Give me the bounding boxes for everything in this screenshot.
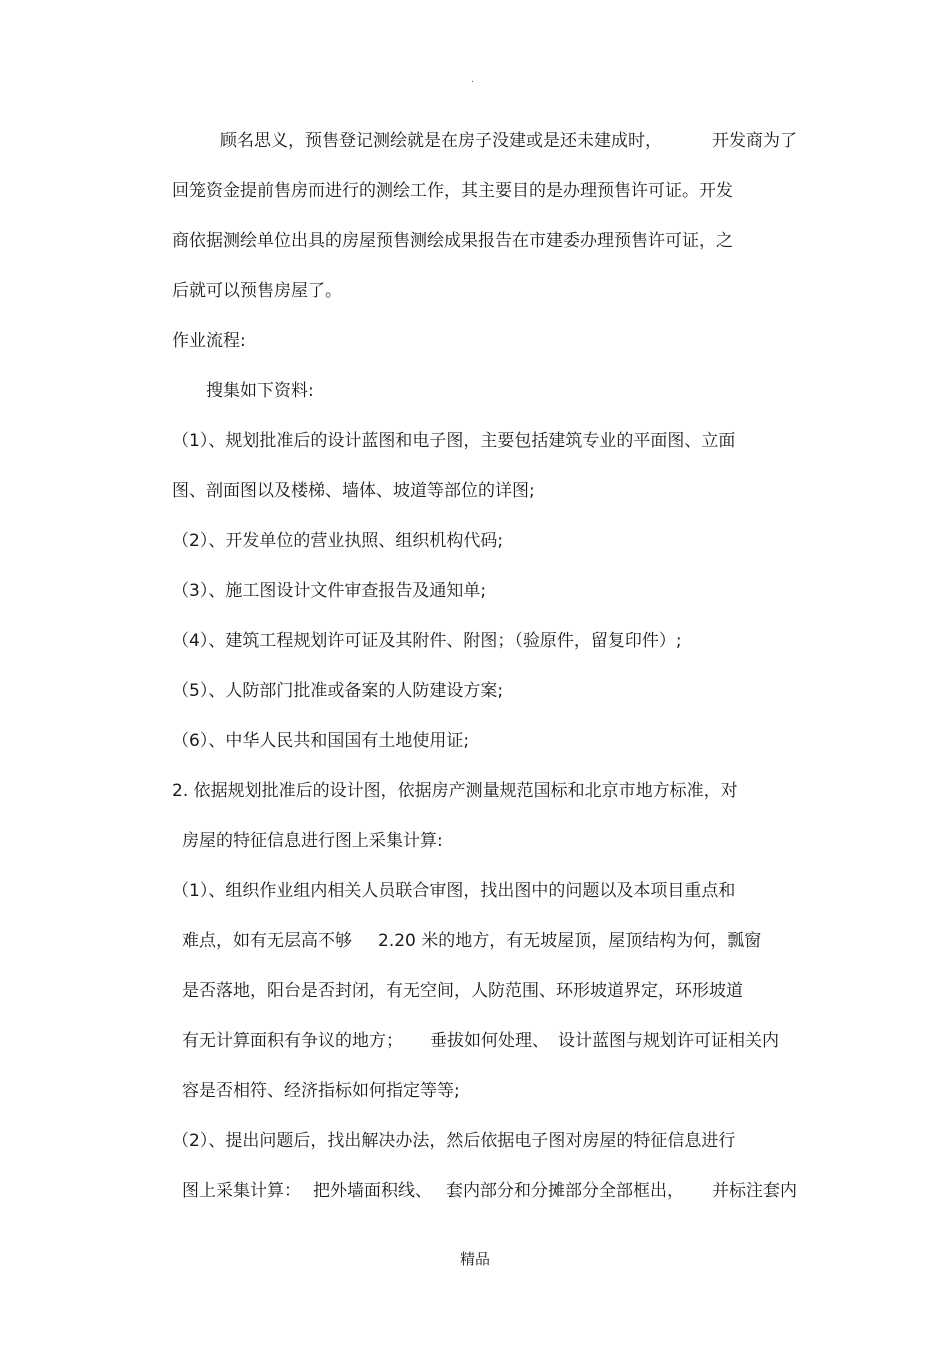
intro-line-4: 后就可以预售房屋了。: [172, 281, 342, 301]
sub-2-line-2d: 并标注套内: [712, 1181, 797, 1201]
intro-line-2: 回笼资金提前售房而进行的测绘工作，其主要目的是办理预售许可证。开发: [172, 181, 733, 201]
item-1-line-2: 图、剖面图以及楼梯、墙体、坡道等部位的详图;: [172, 481, 535, 501]
sub-2-line-2b: 把外墙面积线、: [313, 1181, 432, 1201]
sub-1-line-4c: 设计蓝图与规划许可证相关内: [558, 1031, 779, 1051]
item-3: （3）、施工图设计文件审查报告及通知单;: [172, 581, 487, 601]
item-1-line-1: （1）、规划批准后的设计蓝图和电子图，主要包括建筑专业的平面图、立面: [172, 431, 736, 451]
intro-line-1b: 开发商为了: [712, 131, 797, 151]
sub-1-line-3: 是否落地，阳台是否封闭，有无空间，人防范围、环形坡道界定，环形坡道: [182, 981, 743, 1001]
intro-line-1: 顾名思义，预售登记测绘就是在房子没建或是还未建成时，: [220, 131, 662, 151]
sub-2-line-1: （2）、提出问题后，找出解决办法，然后依据电子图对房屋的特征信息进行: [172, 1131, 736, 1151]
sub-1-line-2a: 难点，如有无层高不够: [182, 931, 352, 951]
step-2-line-1: 2. 依据规划批准后的设计图，依据房产测量规范国标和北京市地方标准，对: [172, 781, 738, 801]
header-mark: .: [471, 74, 475, 85]
sub-1-line-4b: 垂拔如何处理、: [430, 1031, 549, 1051]
sub-1-line-5: 容是否相符、经济指标如何指定等等;: [182, 1081, 460, 1101]
item-5: （5）、人防部门批准或备案的人防建设方案;: [172, 681, 504, 701]
page-footer: 精品: [459, 1250, 490, 1268]
sub-1-line-2b: 2.20 米的地方，有无坡屋顶，屋顶结构为何，瓢窗: [378, 931, 762, 951]
item-2: （2）、开发单位的营业执照、组织机构代码;: [172, 531, 504, 551]
sub-2-line-2a: 图上采集计算：: [182, 1181, 301, 1201]
sub-1-line-4a: 有无计算面积有争议的地方；: [182, 1031, 403, 1051]
sub-2-line-2c: 套内部分和分摊部分全部框出，: [446, 1181, 684, 1201]
collect-title: 搜集如下资料:: [206, 381, 314, 401]
sub-1-line-1: （1）、组织作业组内相关人员联合审图，找出图中的问题以及本项目重点和: [172, 881, 736, 901]
item-4: （4）、建筑工程规划许可证及其附件、附图；（验原件，留复印件）;: [172, 631, 682, 651]
item-6: （6）、中华人民共和国国有土地使用证;: [172, 731, 470, 751]
workflow-title: 作业流程:: [172, 331, 246, 351]
intro-line-3: 商依据测绘单位出具的房屋预售测绘成果报告在市建委办理预售许可证，之: [172, 231, 733, 251]
step-2-line-2: 房屋的特征信息进行图上采集计算:: [182, 831, 443, 851]
